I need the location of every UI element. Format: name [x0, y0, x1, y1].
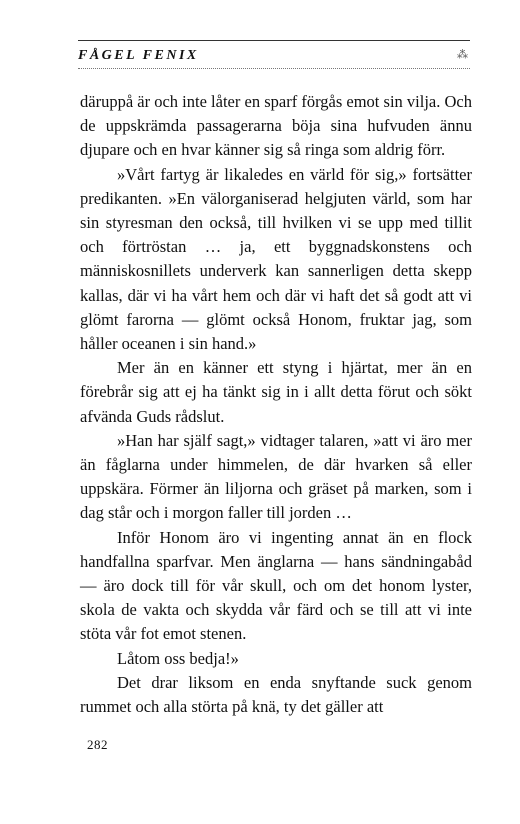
- paragraph-6: Låtom oss bedja!»: [117, 648, 239, 668]
- body-text: [80, 90, 472, 719]
- asterism-ornament: ⁂: [457, 48, 468, 61]
- running-head: [78, 40, 470, 72]
- paragraph-2: »Vårt fartyg är likaledes en värld för sig,» fortsätter predikanten. »En välorganiserad helgjuten värld, som har sin styresman den också, till hvilken vi se upp med tillit och förtröstan … ja, ett byggnadskonstens och människosnillets underverk kan sannerligen detta skepp kallas, där vi ha vårt hem och där vi haft det så godt att vi glömt farorna — glömt också Honom, fruktar jag, som håller oceanen i sin hand.»: [80, 164, 472, 354]
- paragraph-5: Inför Honom äro vi ingenting annat än en flock handfallna sparfvar. Men änglarna — hans sändningabåd — äro dock till för vår skull, och om det honom lyster, skola de vakta och skydda vår färd och se till att vi inte stöta vår fot emot stenen.: [80, 527, 472, 644]
- header-rule-top: [78, 40, 470, 41]
- paragraph-1: däruppå är och inte låter en sparf förgås emot sin vilja. Och de uppskrämda passagerarna böja sina hufvuden ännu djupare och en hvar känner sig så ringa som aldrig förr.: [80, 92, 472, 160]
- header-rule-bottom: [78, 68, 470, 69]
- running-title: FÅGEL FENIX: [78, 48, 199, 63]
- page-number: 282: [87, 737, 108, 752]
- paragraph-4: »Han har själf sagt,» vidtager talaren, »att vi äro mer än fåglarna under himmelen, de där hvarken så eller uppskära. Förmer än liljorna och gräset på marken, som i dag står och i morgon faller till jorden …: [80, 430, 472, 523]
- paragraph-3: Mer än en känner ett styng i hjärtat, mer än en förebrår sig att ej ha tänkt sig in i allt detta förut och sökt afvända Guds rådslut.: [80, 358, 472, 426]
- paragraph-7: Det drar liksom en enda snyftande suck genom rummet och alla störta på knä, ty det gäller att: [80, 672, 472, 717]
